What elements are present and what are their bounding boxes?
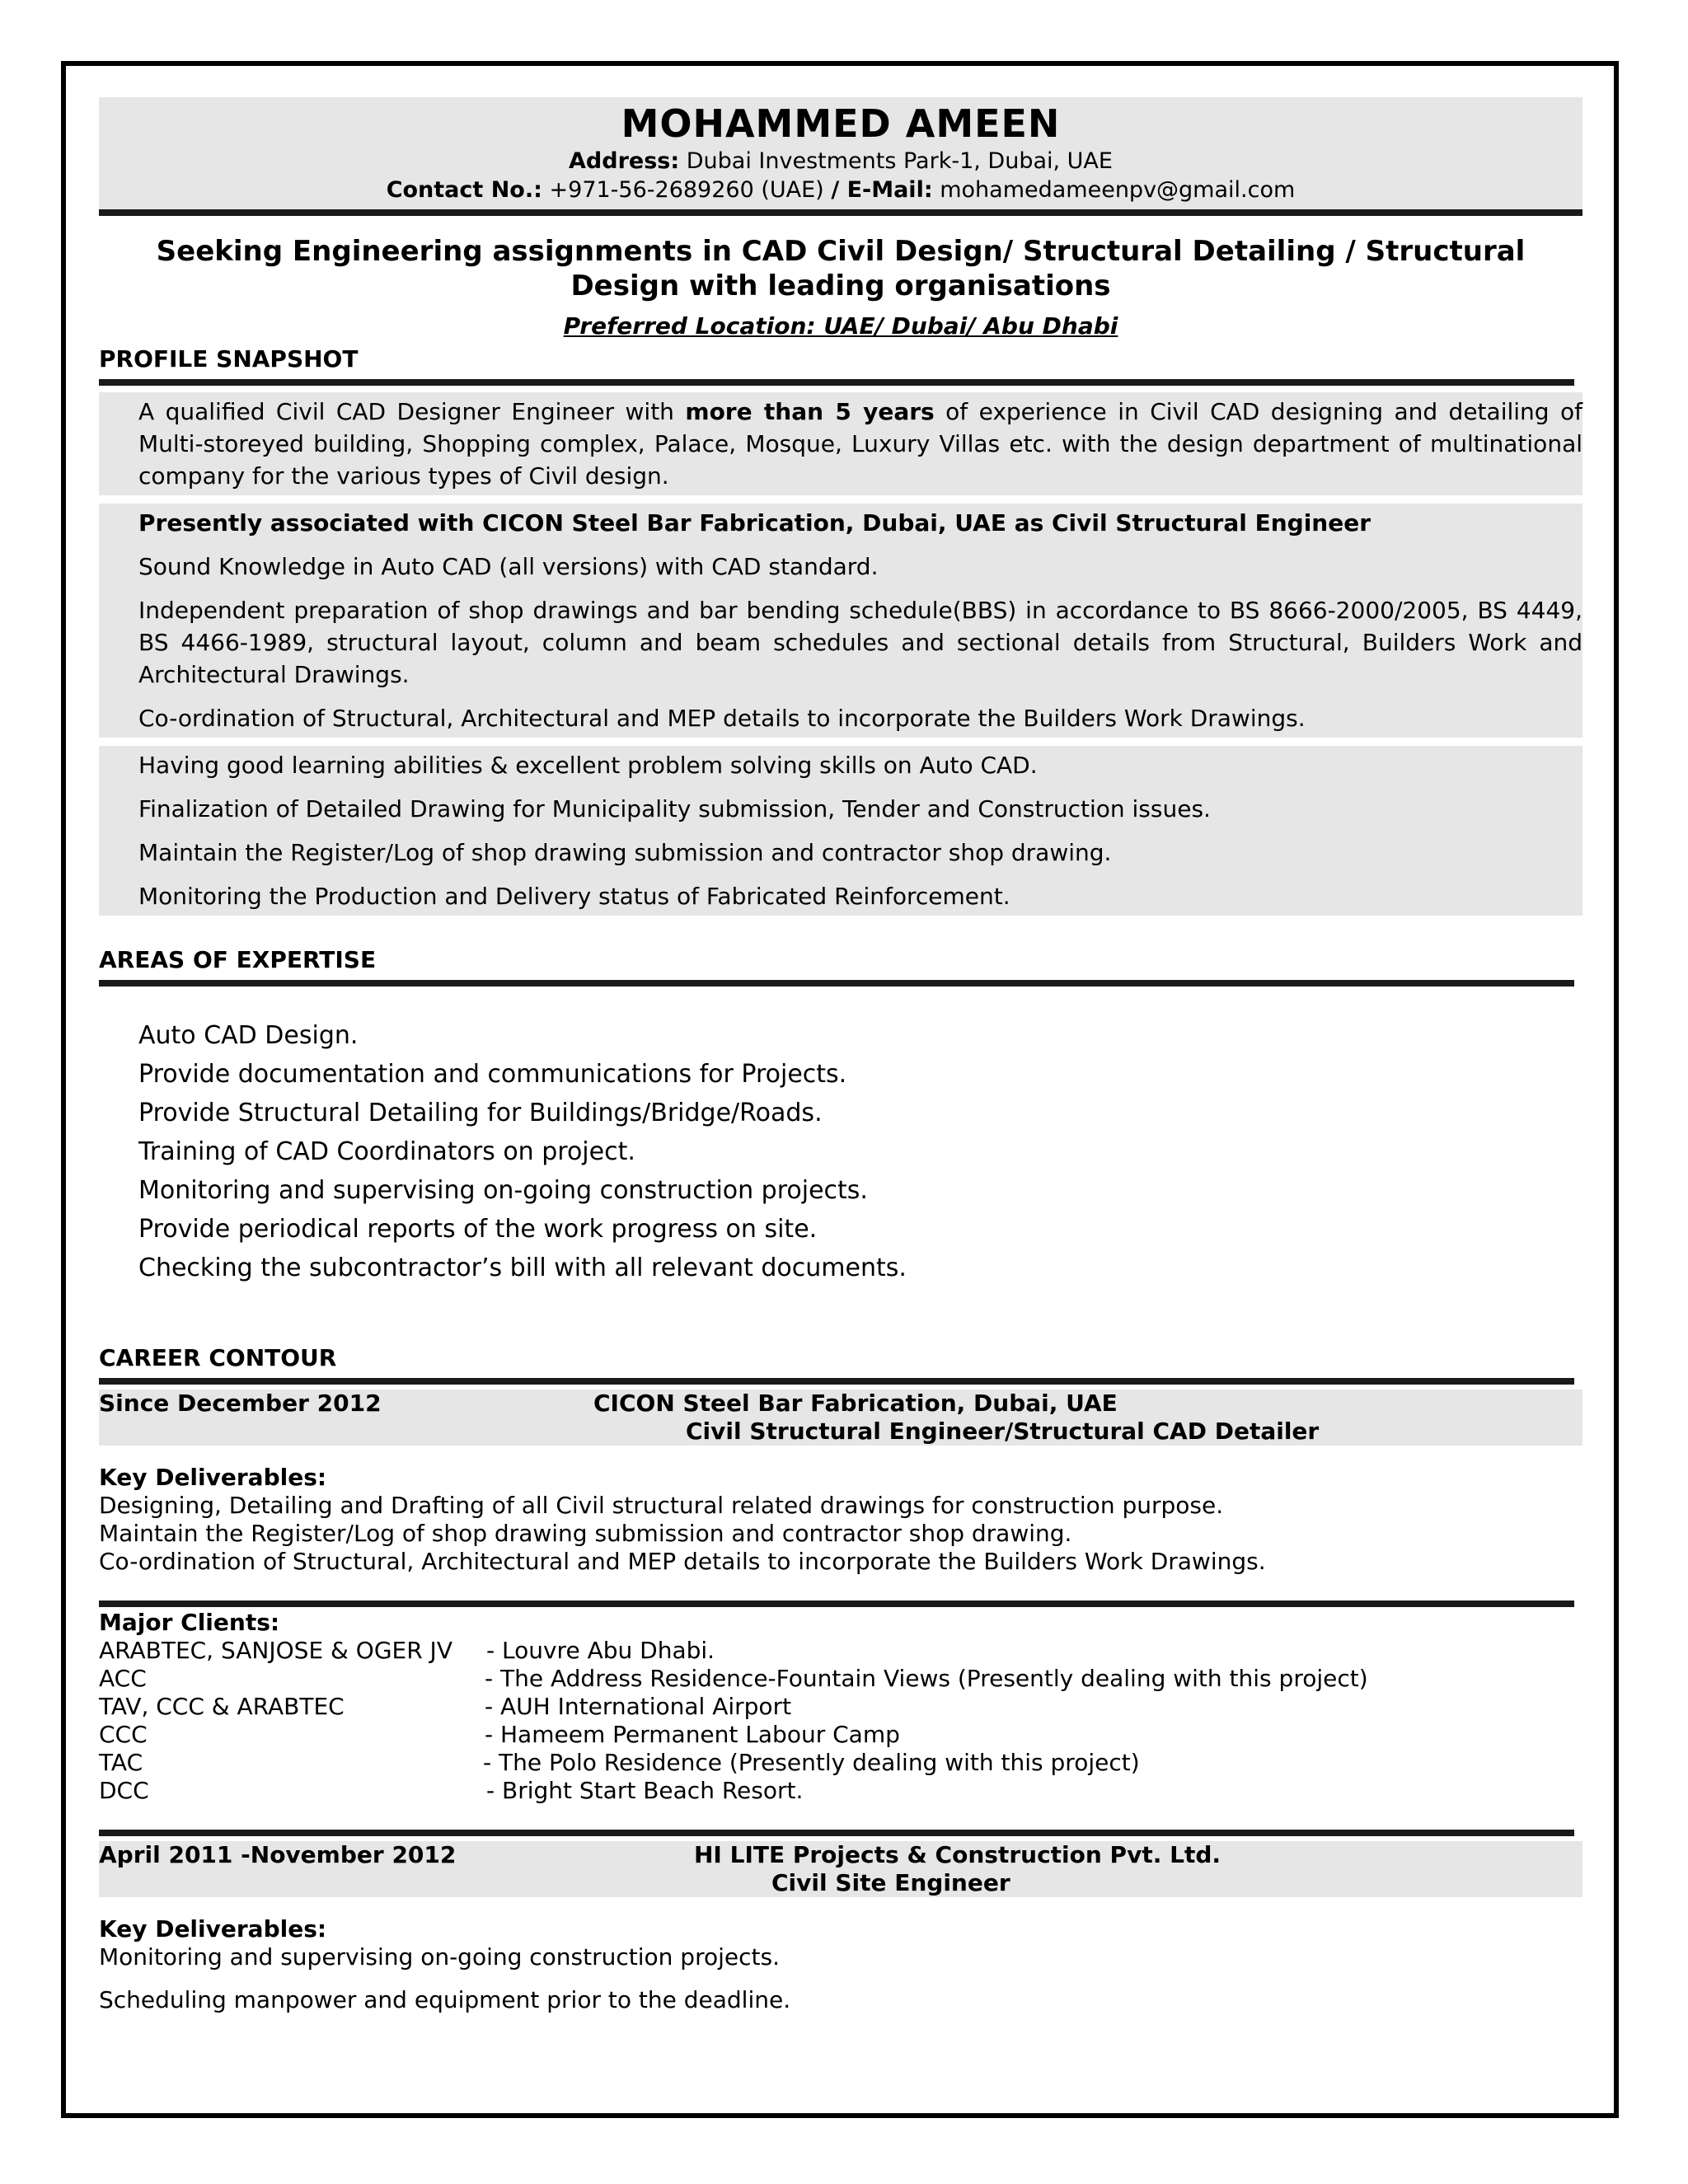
- candidate-name: MOHAMMED AMEEN: [621, 101, 1061, 146]
- list-item: A qualified Civil CAD Designer Engineer with more than 5 years of experience in Civil CAD designing and detailing of Multi-storeyed building, Shopping complex, Palace, Mosque, Luxury Villas etc. with the design department of multinational company for the various types of Civil design.: [138, 398, 1582, 490]
- header-box: [99, 97, 1582, 209]
- client-row: TAV, CCC & ARABTEC - AUH International Airport: [99, 1693, 792, 1720]
- contact-label: Contact No.:: [386, 177, 542, 203]
- list-item: Training of CAD Coordinators on project.: [138, 1137, 635, 1166]
- client-row: ARABTEC, SANJOSE & OGER JV - Louvre Abu Dhabi.: [99, 1637, 715, 1664]
- client-row: CCC - Hameem Permanent Labour Camp: [99, 1721, 900, 1748]
- list-item: Monitoring and supervising on-going construction projects.: [138, 1176, 868, 1205]
- list-item: Co-ordination of Structural, Architectural and MEP details to incorporate the Builders Work Drawings.: [138, 705, 1306, 732]
- profile-title: PROFILE SNAPSHOT: [99, 345, 359, 373]
- job-1-deliverables-title: Key Deliverables:: [99, 1464, 327, 1491]
- list-item: Having good learning abilities & excellent problem solving skills on Auto CAD.: [138, 752, 1038, 779]
- preferred-location: Preferred Location: UAE/ Dubai/ Abu Dhabi: [563, 312, 1118, 340]
- job-1-deliverable: Co-ordination of Structural, Architectural and MEP details to incorporate the Builders Work Drawings.: [99, 1548, 1266, 1575]
- job-2-company: HI LITE Projects & Construction Pvt. Ltd.: [694, 1841, 1221, 1868]
- profile-group-2: [99, 504, 1582, 738]
- expertise-title: AREAS OF EXPERTISE: [99, 946, 377, 973]
- job-2-deliverable: Monitoring and supervising on-going construction projects.: [99, 1943, 780, 1971]
- profile-rule: [99, 379, 1574, 386]
- job-1-dates: Since December 2012: [99, 1390, 382, 1417]
- profile-group-3: [99, 746, 1582, 916]
- job-2-rule: [99, 1830, 1574, 1836]
- expertise-rule: [99, 980, 1574, 987]
- list-item: Provide Structural Detailing for Buildings/Bridge/Roads.: [138, 1099, 823, 1127]
- list-item: Provide documentation and communications for Projects.: [138, 1060, 847, 1089]
- resume-page: [99, 97, 1582, 2014]
- job-1-deliverable: Designing, Detailing and Drafting of all Civil structural related drawings for construction purpose.: [99, 1492, 1224, 1519]
- clients-list: [99, 1637, 1582, 1805]
- contact-line: [99, 176, 1582, 204]
- list-item: Provide periodical reports of the work progress on site.: [138, 1215, 818, 1244]
- job-1-deliverable: Maintain the Register/Log of shop drawing submission and contractor shop drawing.: [99, 1520, 1072, 1547]
- job-2-dates: April 2011 -November 2012: [99, 1841, 457, 1868]
- job-1-role: Civil Structural Engineer/Structural CAD Detailer: [686, 1418, 1320, 1445]
- contact-value: +971-56-2689260 (UAE): [549, 177, 824, 203]
- client-row: TAC - The Polo Residence (Presently dealing with this project): [99, 1749, 1140, 1776]
- address-label: Address:: [569, 148, 680, 174]
- list-item: Sound Knowledge in Auto CAD (all versions) with CAD standard.: [138, 553, 879, 580]
- profile-group-1: [99, 392, 1582, 495]
- job-2-deliverables-title: Key Deliverables:: [99, 1915, 327, 1943]
- job-1-header: [99, 1390, 1582, 1446]
- expertise-list: [99, 1016, 1582, 1287]
- client-row: DCC - Bright Start Beach Resort.: [99, 1777, 804, 1804]
- address-value: Dubai Investments Park-1, Dubai, UAE: [686, 148, 1113, 174]
- job-2-role: Civil Site Engineer: [771, 1869, 1010, 1896]
- objective-heading: [99, 234, 1582, 303]
- list-item: Maintain the Register/Log of shop drawing submission and contractor shop drawing.: [138, 839, 1112, 866]
- list-item: Finalization of Detailed Drawing for Municipality submission, Tender and Construction issues.: [138, 795, 1211, 823]
- objective-line-1: Seeking Engineering assignments in CAD Civil Design/ Structural Detailing / Structural: [156, 235, 1526, 268]
- clients-rule: [99, 1601, 1574, 1607]
- list-item: Presently associated with CICON Steel Bar Fabrication, Dubai, UAE as Civil Structural Engineer: [138, 509, 1372, 537]
- career-rule: [99, 1378, 1574, 1385]
- list-item: Checking the subcontractor’s bill with all relevant documents.: [138, 1254, 907, 1282]
- job-1-company: CICON Steel Bar Fabrication, Dubai, UAE: [593, 1390, 1118, 1417]
- email-value: mohamedameenpv@gmail.com: [940, 177, 1296, 203]
- job-2-header: [99, 1841, 1582, 1897]
- list-item: Monitoring the Production and Delivery status of Fabricated Reinforcement.: [138, 883, 1010, 910]
- header-rule: [99, 209, 1582, 216]
- career-title: CAREER CONTOUR: [99, 1344, 337, 1371]
- client-row: ACC - The Address Residence-Fountain Views (Presently dealing with this project): [99, 1665, 1368, 1692]
- address-line: [99, 147, 1582, 176]
- clients-title: Major Clients:: [99, 1609, 280, 1636]
- objective-line-2: Design with leading organisations: [570, 269, 1111, 302]
- email-label: / E-Mail:: [831, 177, 933, 203]
- list-item: Independent preparation of shop drawings and bar bending schedule(BBS) in accordance to BS 8666-2000/2005, BS 4449, BS 4466-1989, structural layout, column and beam schedules and sectional details from Structural, Builders Work and Architectural Drawings.: [138, 597, 1582, 688]
- job-2-deliverable: Scheduling manpower and equipment prior to the deadline.: [99, 1986, 791, 2013]
- list-item: Auto CAD Design.: [138, 1021, 359, 1050]
